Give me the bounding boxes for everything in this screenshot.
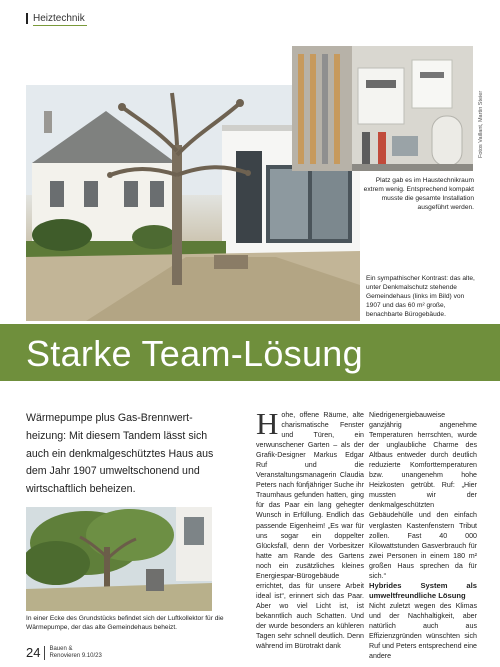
subheading: Hybrides System als umweltfreundliche Lösung: [369, 580, 477, 600]
body-text-3: Nicht zuletzt wegen des Klimas und der Nachhaltigkeit, aber natürlich auch aus Effizienzgründen wünschten sich Ruf und Peters entsprechend eine andere: [369, 601, 477, 661]
garden-illustration: [26, 507, 212, 611]
footer-divider: [44, 646, 45, 660]
page-footer: [26, 645, 102, 660]
body-column-1: [256, 406, 364, 651]
photo-credit: Fotos Vaillant, Martin Steier: [478, 90, 484, 158]
headline: Starke Team-Lösung: [26, 333, 363, 374]
photo-boiler-room: [292, 46, 473, 171]
photo-garden-collector: [26, 507, 212, 611]
body-text-2: Niedrigenergiebauweise ganzjährig angenehme Temperaturen herrschten, wurde der unglaubliche Charme des Altbaus entweder durch deutlich reduzierte Komforttemperaturen bzw. unangenehm hohe Heizkosten getrübt. Ruf: „Hier mussten wir der denkmalgeschützten Gebäudehülle und den einfach verglasten Kastenfenstern Tribut zollen. Fast 40 000 Kilowattstunden Gasverbrauch für zwei Personen in einem 180 m² großen Haus sprechen da für sich.“: [369, 411, 477, 580]
section-label: Heiztechnik: [33, 13, 85, 24]
drop-cap: H: [256, 406, 279, 441]
page-number: 24: [26, 645, 41, 660]
magazine-line-2: Renovieren 9.10/23: [49, 652, 102, 659]
magazine-name: [49, 646, 101, 659]
body-column-2: [369, 410, 477, 661]
body-text-1: ohe, offene Räume, alte charismatische Fenster und Türen, ein verwunschener Garten – als der Grafik-Designer Markus Edgar Ruf und die Veranstaltungsmanagerin Claudia Peters nach fünfjähriger Suche ihr Traumhaus gefunden hatten, ging für das Paar ein lang gehegter Wunsch in Erfüllung. Endlich das passende Eigenheim! „Es war für uns sogar ein doppelter Glücksfall, denn der Vorbesitzer hatte am Rande des Gartens noch ein zusätzliches kleines Energiespar-Bürogebäude errichtet, das für unsere Arbeit ideal ist“, erinnert sich das Paar. Aber wo viel Licht ist, ist bekanntlich auch Schatten. Und der wurde besonders an kühleren Tagen sehr schnell deutlich. Denn während im Bürotrakt dank: [256, 411, 364, 651]
caption-house: Ein sympathischer Kontrast: das alte, unter Denkmalschutz stehende Gemeindehaus (links im Bild) von 1907 und das 60 m² große, benachbarte Bürogebäude.: [366, 275, 475, 318]
caption-boiler-room: Platz gab es im Haustechnikraum extrem wenig. Entsprechend kompakt musste die gesamte Installation ausgeführt werden.: [363, 177, 474, 211]
caption-garden: In einer Ecke des Grundstücks befindet sich der Luftkollektor für die Wärmepumpe, der das alte Gemeindehaus beheizt.: [26, 615, 224, 631]
boiler-room-illustration: [292, 46, 473, 171]
magazine-line-1: Bauen &: [49, 646, 73, 652]
lead-paragraph: Wärmepumpe plus Gas-Brennwertheizung: Mit diesem Tandem lässt sich auch ein denkmalgeschütztes Haus aus dem Jahr 1907 umweltschonend und wirtschaftlich beheizen.: [26, 412, 214, 496]
section-rule: [33, 25, 87, 26]
headline-banner: [0, 324, 500, 381]
section-tag: [26, 13, 85, 24]
